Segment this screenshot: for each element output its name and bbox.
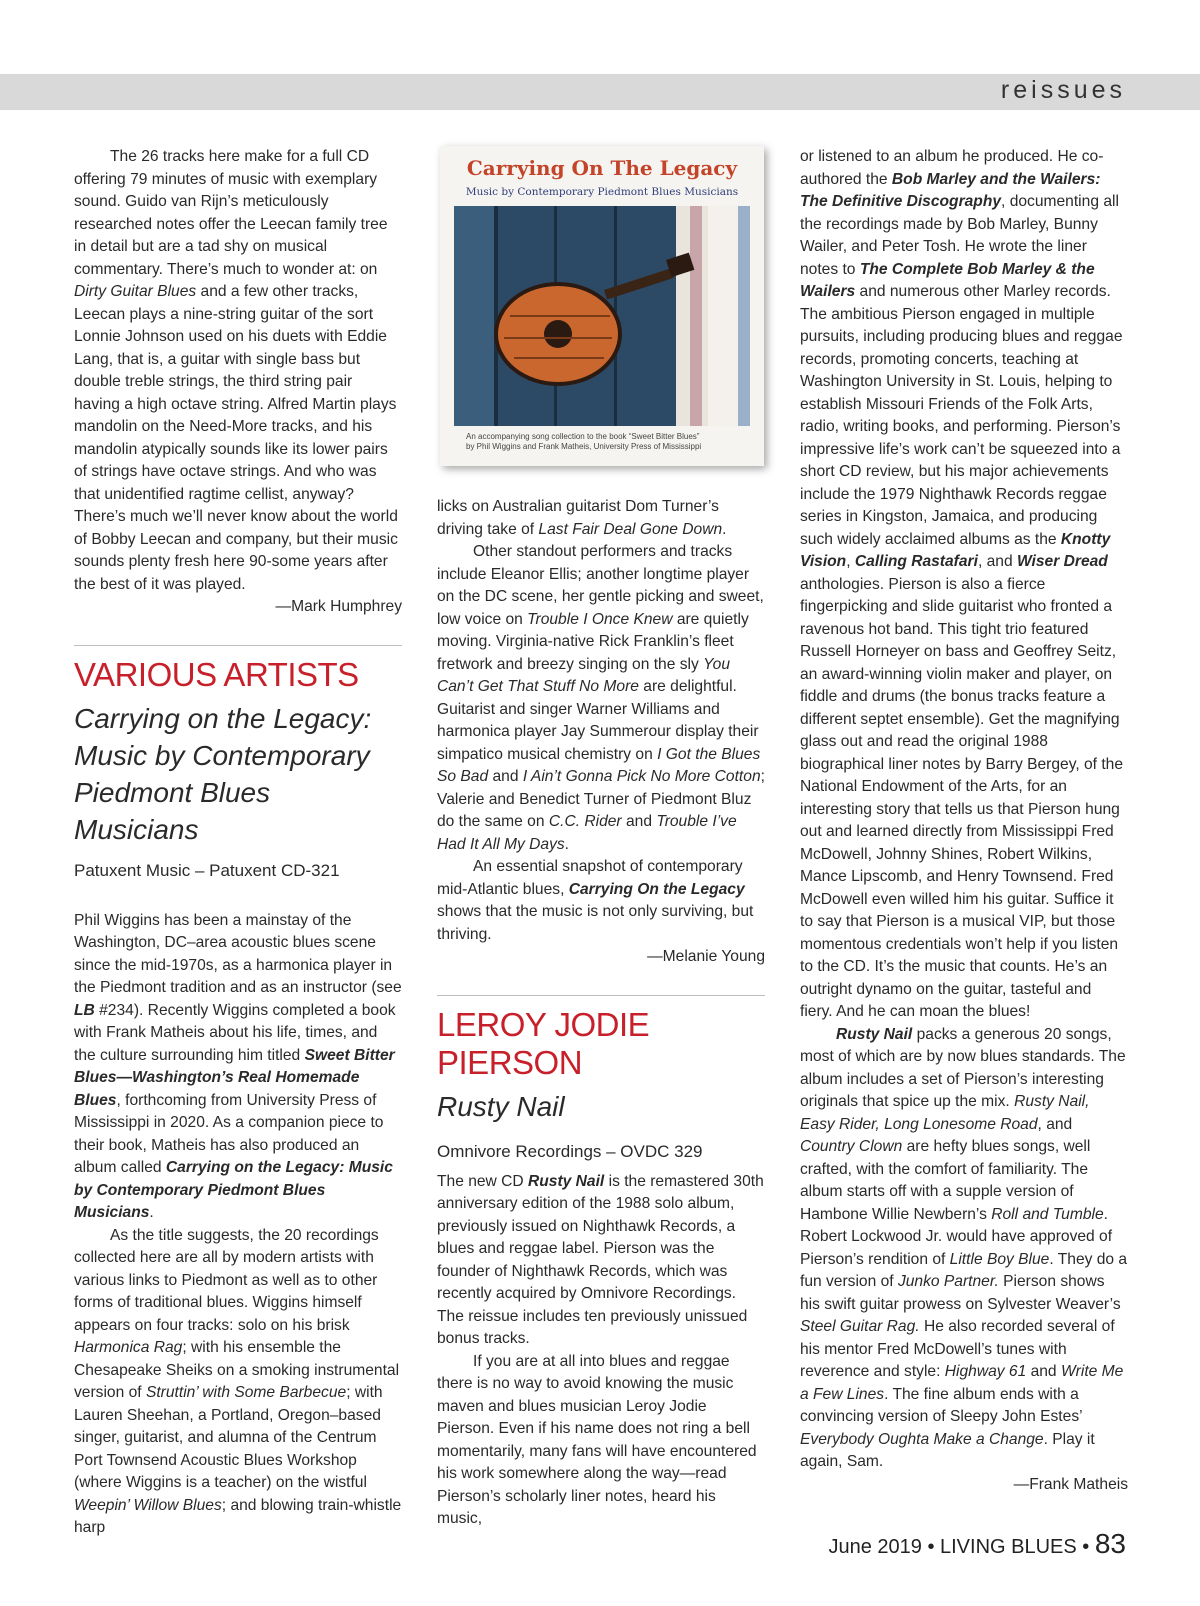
artist-heading: VARIOUS ARTISTS [74, 655, 359, 693]
reviewer-signature: —Melanie Young [647, 948, 765, 965]
review-paragraph: Phil Wiggins has been a mainstay of the Washington, DC–area acoustic blues scene since the mid-1970s, as a harmonica player in the Piedmont tradition and as an instructor (see LB #234). Recently Wiggins completed a book with Frank Matheis about his life, times, and the culture surrounding him titled Sweet Bitter Blues—Washington’s Real Homemade Blues, forthcoming from University Press of Mississippi in 2020. As a companion piece to their book, Matheis has also produced an album called Carrying on the Legacy: Music by Contemporary Piedmont Blues Musicians. [74, 911, 402, 1221]
album-title-line: Piedmont Blues Musicians [74, 776, 271, 845]
section-header-band [0, 74, 1200, 110]
review-paragraph: If you are at all into blues and reggae there is no way to avoid knowing the music maven and blues musician Leroy Jodie Pierson. Even if his name does not ring a bell momentarily, many fans will have encountered his work somewhere along the way—read Pierson’s scholarly liner notes, heard his music, [437, 1352, 757, 1527]
album-title-line: Carrying on the Legacy: [74, 702, 372, 734]
record-label: Omnivore Recordings – OVDC 329 [437, 1141, 703, 1161]
cover-caption-line: by Phil Wiggins and Frank Matheis, University Press of Mississippi [466, 442, 702, 451]
reviewer-signature: —Mark Humphrey [275, 598, 402, 615]
record-label: Patuxent Music – Patuxent CD-321 [74, 860, 340, 880]
page-number: 83 [1094, 1528, 1126, 1559]
cover-title: Carrying On The Legacy [466, 156, 738, 180]
column-3 [800, 146, 1128, 1496]
issue-line: June 2019 • LIVING BLUES • [828, 1536, 1090, 1558]
section-divider [437, 995, 765, 996]
review-paragraph: licks on Australian guitarist Dom Turner’s driving take of Last Fair Deal Gone Down. [437, 498, 727, 538]
page-footer [828, 1528, 1126, 1560]
artist-heading: LEROY JODIE PIERSON [437, 1005, 650, 1081]
review-paragraph: An essential snapshot of contemporary mid-Atlantic blues, Carrying On the Legacy shows that the music is not only surviving, but thriving. [437, 858, 754, 943]
section-label: reissues [1000, 76, 1126, 104]
review-paragraph: The 26 tracks here make for a full CD offering 79 minutes of music with exemplary sound. Guido van Rijn’s meticulously researched notes offer the Leecan family tree in detail but are a tad shy on musical commentary. There’s much to wonder at: on Dirty Guitar Blues and a few other tracks, Leecan plays a nine-string guitar of the sort Lonnie Johnson used on his duets with Eddie Lang, that is, a guitar with single bass but double treble strings, the third string pair having a high octave string. Alfred Martin plays mandolin on the Need-More tracks, and his mandolin atypically sounds like its lower pairs of strings have octave strings. And who was that unidentified ragtime cellist, anyway? There’s much we’ll never know about the world of Bobby Leecan and company, but their music sounds plenty fresh here 90-some years after the best of it was played. [74, 148, 398, 593]
review-paragraph: The new CD Rusty Nail is the remastered 30th anniversary edition of the 1988 solo album, previously issued on Nighthawk Records, a blues and reggae label. Pierson was the founder of Nighthawk Records, which was recently acquired by Omnivore Recordings. The reissue includes ten previously unissued bonus tracks. [437, 1172, 764, 1347]
review-paragraph: As the title suggests, the 20 recordings collected here are all by modern artists with various links to Piedmont as well as to other forms of traditional blues. Wiggins himself appears on four tracks: solo on his brisk Harmonica Rag; with his ensemble the Chesapeake Sheiks on a smoking instrumental version of Struttin’ with Some Barbecue; with Lauren Sheehan, a Portland, Oregon–based singer, guitarist, and alumna of the Centrum Port Townsend Acoustic Blues Workshop (where Wiggins is a teacher) on the wistful Weepin’ Willow Blues; and blowing train-whistle harp [74, 1226, 402, 1536]
reviewer-signature: —Frank Matheis [1013, 1475, 1128, 1493]
cover-subtitle: Music by Contemporary Piedmont Blues Musicians [465, 186, 739, 198]
album-title: Rusty Nail [437, 1090, 565, 1122]
column-1 [74, 146, 402, 1540]
review-paragraph: Other standout performers and tracks include Eleanor Ellis; another longtime player on the DC scene, her gentle picking and sweet, low voice on Trouble I Once Knew are quietly moving. Virginia-native Rick Franklin’s fleet fretwork and breezy singing on the sly You Can’t Get That Stuff No More are delightful. Guitarist and singer Warner Williams and harmonica player Jay Summerour display their simpatico musical chemistry on I Got the Blues So Bad and I Ain’t Gonna Pick No More Cotton; Valerie and Benedict Turner of Piedmont Bluz do the same on C.C. Rider and Trouble I’ve Had It All My Days. [437, 543, 765, 853]
album-title-line: Music by Contemporary [74, 739, 370, 771]
album-cover [440, 146, 764, 466]
column-2 [437, 496, 765, 1531]
review-paragraph: Rusty Nail packs a generous 20 songs, most of which are by now blues standards. The album includes a set of Pierson’s interesting originals that spice up the mix. Rusty Nail, Easy Rider, Long Lonesome Road, and Country Clown are hefty blues songs, well crafted, with the comfort of familiarity. The album starts off with a supple version of Hambone Willie Newbern’s Roll and Tumble. Robert Lockwood Jr. would have approved of Pierson’s rendition of Little Boy Blue. They do a fun version of Junko Partner. Pierson shows his swift guitar prowess on Sylvester Weaver’s Steel Guitar Rag. He also recorded several of his mentor Fred McDowell’s tunes with reverence and style: Highway 61 and Write Me a Few Lines. The fine album ends with a convincing version of Sleepy John Estes’ Everybody Oughta Make a Change. Play it again, Sam. [800, 1025, 1128, 1470]
review-paragraph: or listened to an album he produced. He co-authored the Bob Marley and the Wailers: The Definitive Discography, documenting all the recordings made by Bob Marley, Bunny Wailer, and Peter Tosh. He wrote the liner notes to The Complete Bob Marley & the Wailers and numerous other Marley records. The ambitious Pierson engaged in multiple pursuits, including producing blues and reggae records, promoting concerts, teaching at Washington University in St. Louis, helping to establish Missouri Friends of the Folk Arts, radio, writing books, and performing. Pierson’s impressive life’s work can’t be squeezed into a short CD review, but his major achievements include the 1979 Nighthawk Records reggae series in Kingston, Jamaica, and producing such widely acclaimed albums as the Knotty Vision, Calling Rastafari, and Wiser Dread anthologies. Pierson is also a fierce fingerpicking and slide guitarist who fronted a ravenous hot band. This tight trio featured Russell Horneyer on bass and Geoffrey Seitz, an award-winning violin maker and player, on fiddle and drums (the bonus tracks feature a different septet ensemble). Get the magnifying glass out and read the original 1988 biographical liner notes by Barry Bergey, of the National Endowment of the Arts, for an interesting story that tells us that Pierson hung out and learned directly from Mississippi Fred McDowell, Johnny Shines, Robert Wilkins, Mance Lipscomb, and Henry Townsend. Fred McDowell even willed him his guitar. Suffice it to say that Pierson is a musical VIP, but those momentous credentials won’t help if you listen to the CD. It’s the music that counts. He’s an outright dynamo on the guitar, tasteful and fiery. And he can moan the blues! [800, 148, 1124, 1020]
album-title [74, 700, 402, 848]
section-divider [74, 645, 402, 646]
cover-caption [466, 432, 746, 452]
guitar-artwork [454, 206, 750, 426]
cover-caption-line: An accompanying song collection to the book “Sweet Bitter Blues” [466, 432, 700, 441]
